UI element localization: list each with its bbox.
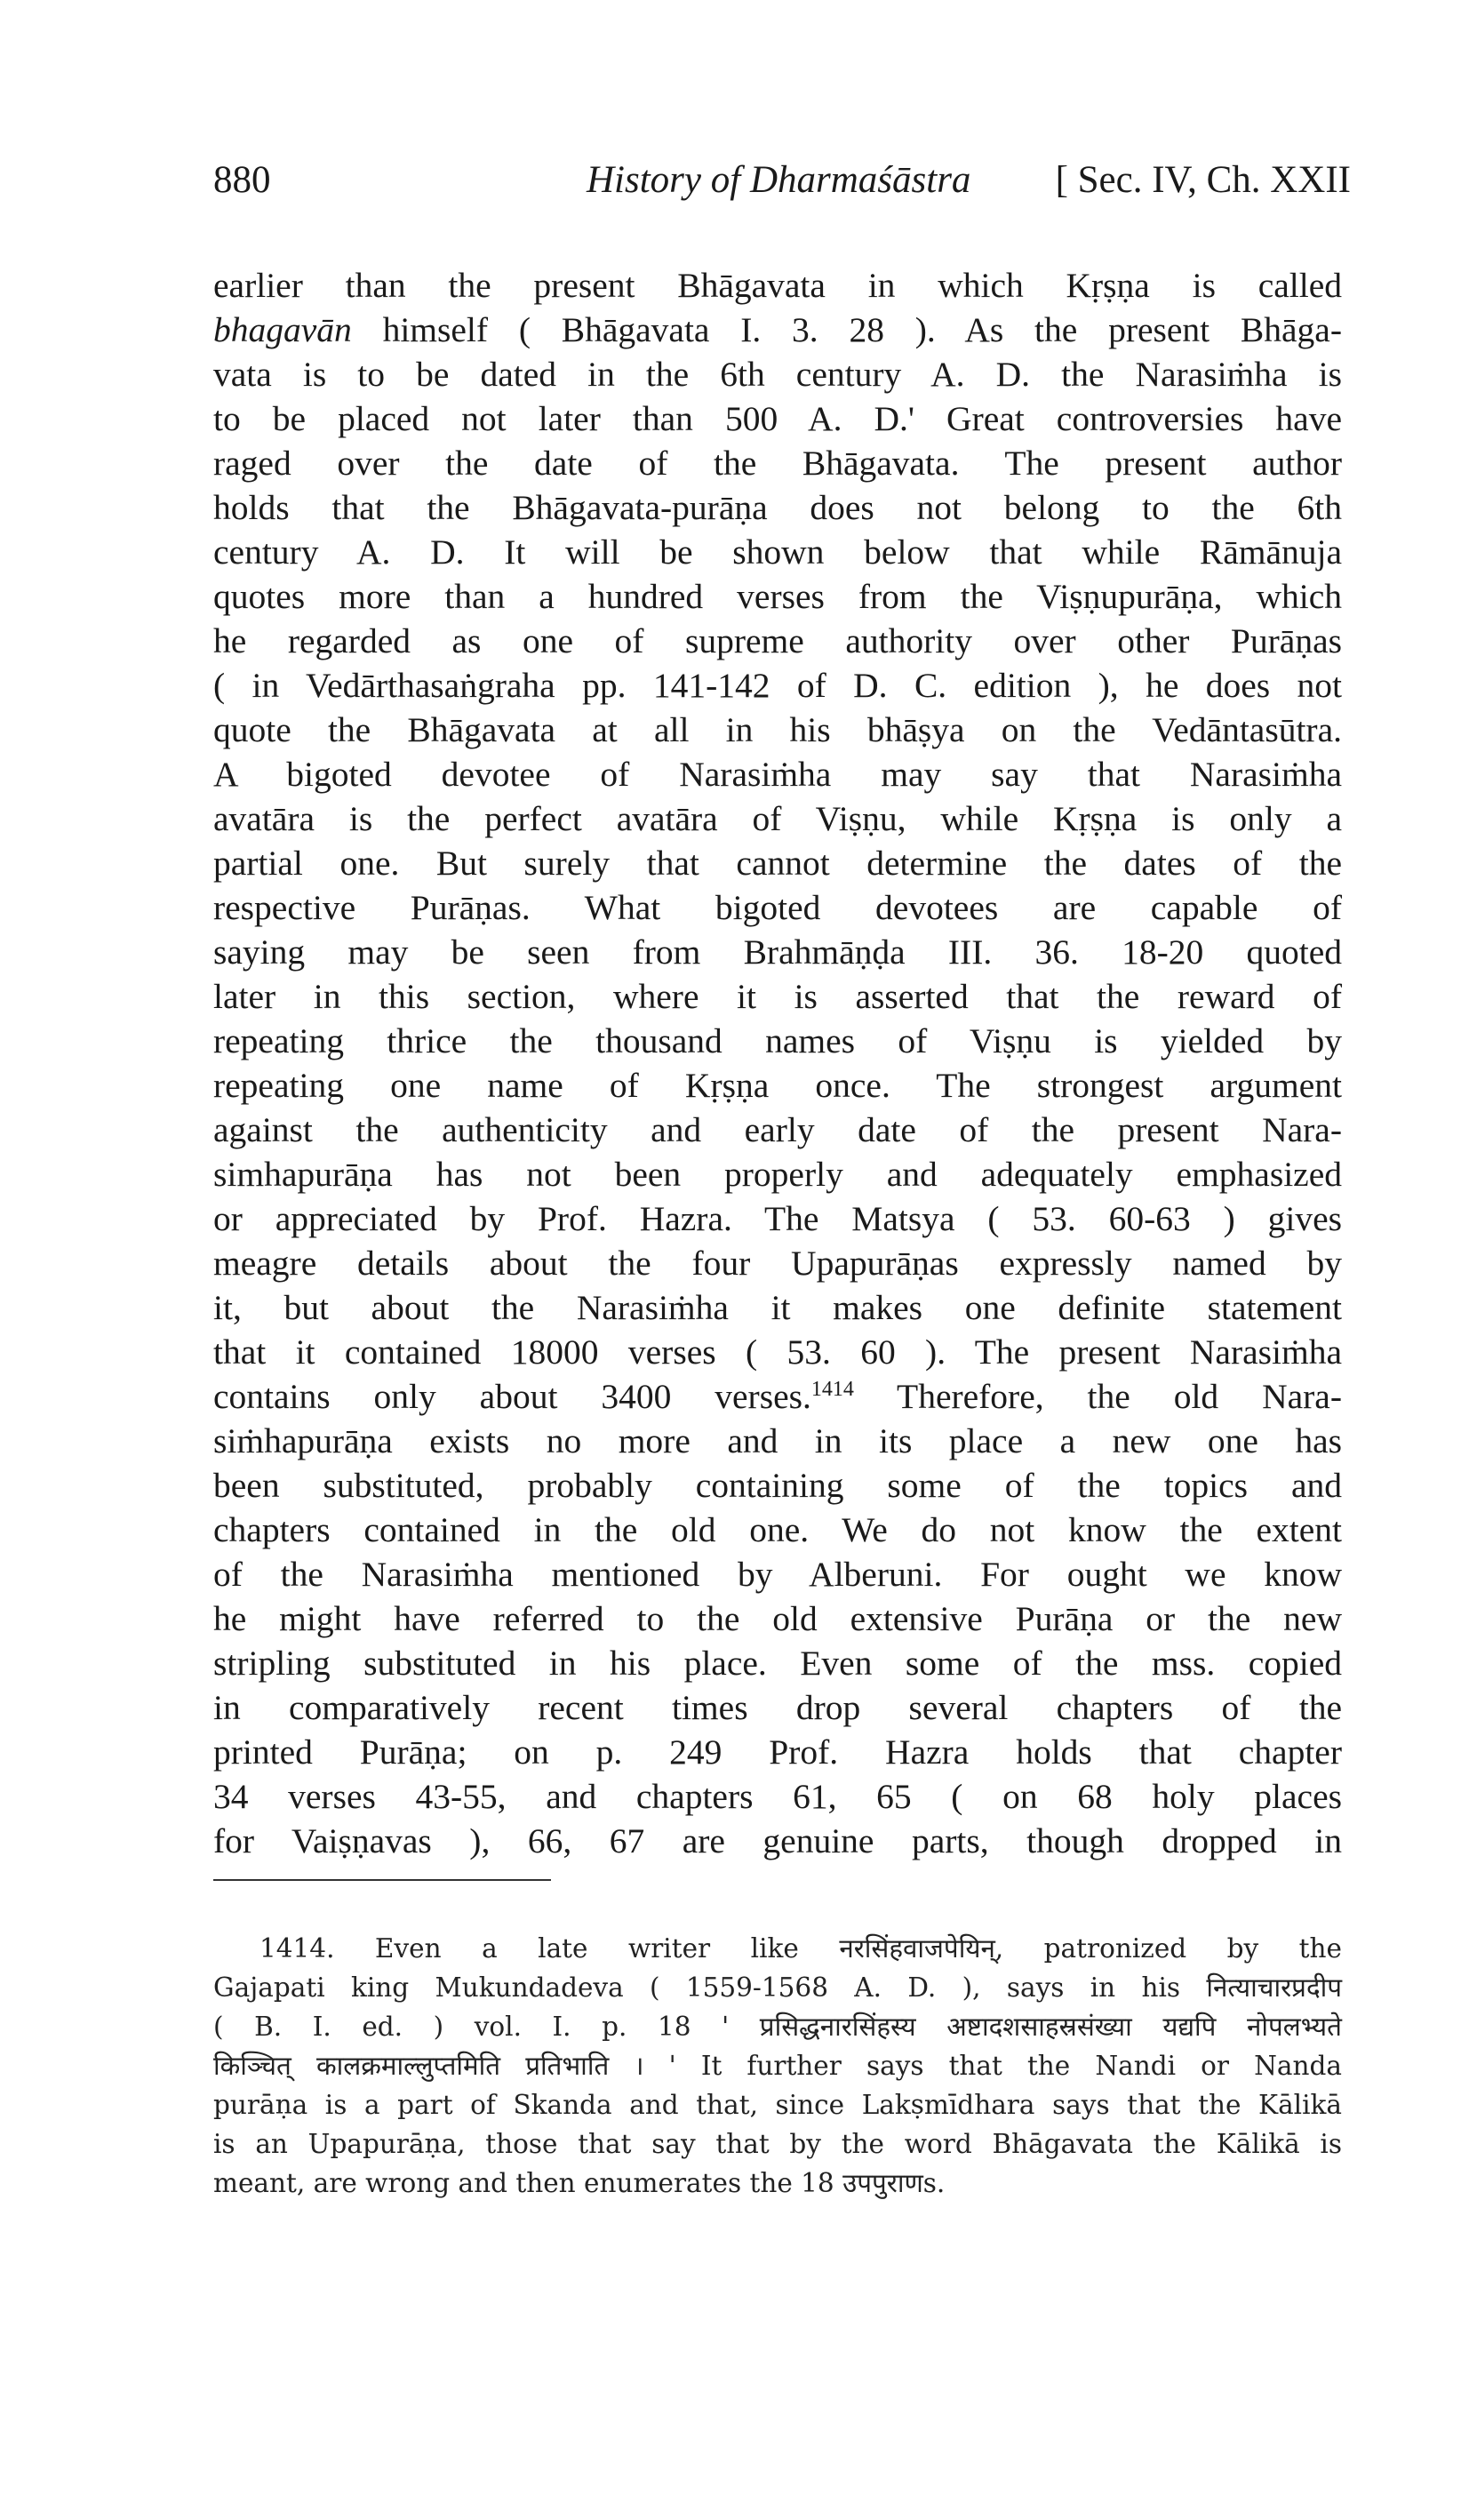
text-line: earlier than the present Bhāgavata in which Kṛṣṇa is called <box>213 266 1342 305</box>
footnote-marker: 1414 <box>810 1377 854 1401</box>
text-line: been substituted, probably containing some of the topics and <box>213 1466 1342 1505</box>
text-line: 34 verses 43-55, and chapters 61, 65 ( on 68 holy places <box>213 1777 1342 1816</box>
text-line: raged over the date of the Bhāgavata. The present author <box>213 444 1342 483</box>
text-line: holds that the Bhāgavata-purāṇa does not belong to the 6th <box>213 488 1342 527</box>
text-line-end: Therefore, the old Nara- <box>853 1377 1342 1416</box>
footnote-line: 1414. Even a late writer like नरसिंहवाजपेयिन्, patronized by the <box>259 1933 1342 1964</box>
text-line: A bigoted devotee of Narasiṁha may say that Narasiṁha <box>213 755 1342 794</box>
text-line: he might have referred to the old extensive Purāṇa or the new <box>213 1599 1342 1638</box>
text-line: repeating one name of Kṛṣṇa once. The strongest argument <box>213 1066 1342 1105</box>
text-line: against the authenticity and early date of the present Nara- <box>213 1110 1342 1149</box>
text-line: or appreciated by Prof. Hazra. The Matsya ( 53. 60-63 ) gives <box>213 1199 1342 1238</box>
text-line: chapters contained in the old one. We do not know the extent <box>213 1510 1342 1549</box>
running-title: History of Dharmaśāstra <box>587 159 971 201</box>
main-text <box>213 263 1342 1863</box>
text-line <box>213 1374 1342 1419</box>
text-line: it, but about the Narasiṁha it makes one definite statement <box>213 1288 1342 1327</box>
text-line: in comparatively recent times drop several chapters of the <box>213 1688 1342 1727</box>
text-line: siṁhapurāṇa exists no more and in its place a new one has <box>213 1421 1342 1460</box>
text-line: vata is to be dated in the 6th century A. D. the Narasiṁha is <box>213 355 1342 394</box>
text-line: avatāra is the perfect avatāra of Viṣṇu, while Kṛṣṇa is only a <box>213 799 1342 838</box>
footnote-line: ( B. I. ed. ) vol. I. p. 18 ' प्रसिद्धनारसिंहस्य अष्टादशसाहस्रसंख्या यद्यपि नोपलभ्यते <box>213 2012 1342 2042</box>
footnote-block <box>213 1929 1342 2203</box>
text-line: quote the Bhāgavata at all in his bhāṣya on the Vedāntasūtra. <box>213 710 1342 749</box>
text-line <box>213 308 1342 352</box>
text-line: later in this section, where it is asserted that the reward of <box>213 977 1342 1016</box>
text-line-start: contains only about 3400 verses. <box>213 1377 811 1416</box>
text-line: respective Purāṇas. What bigoted devotees are capable of <box>213 888 1342 927</box>
footnote-line: is an Upapurāṇa, those that say that by the word Bhāgavata the Kālikā is <box>213 2129 1342 2159</box>
page-number: 880 <box>213 159 271 201</box>
text-line: simhapurāṇa has not been properly and adequately emphasized <box>213 1155 1342 1194</box>
text-line: repeating thrice the thousand names of Viṣṇu is yielded by <box>213 1021 1342 1060</box>
text-line: ( in Vedārthasaṅgraha pp. 141-142 of D. C. edition ), he does not <box>213 666 1342 705</box>
footnote-divider <box>213 1879 551 1881</box>
italic-word: bhagavān <box>213 310 352 349</box>
text-line: quotes more than a hundred verses from the Viṣṇupurāṇa, which <box>213 577 1342 616</box>
text-line: partial one. But surely that cannot determine the dates of the <box>213 844 1342 883</box>
text-line: printed Purāṇa; on p. 249 Prof. Hazra holds that chapter <box>213 1732 1342 1772</box>
text-line: for Vaiṣṇavas ), 66, 67 are genuine parts, though dropped in <box>213 1821 1342 1860</box>
text-line: meagre details about the four Upapurāṇas expressly named by <box>213 1244 1342 1283</box>
footnote-line: किञ्चित् कालक्रमाल्लुप्तमिति प्रतिभाति । ' It further says that the Nandi or Nanda <box>213 2051 1342 2081</box>
text-line: century A. D. It will be shown below that while Rāmānuja <box>213 532 1342 572</box>
text-line: to be placed not later than 500 A. D.' Great controversies have <box>213 399 1342 438</box>
text-line: that it contained 18000 verses ( 53. 60 ). The present Narasiṁha <box>213 1332 1342 1372</box>
footnote-line: Gajapati king Mukundadeva ( 1559-1568 A. D. ), says in his नित्याचारप्रदीप <box>213 1972 1342 2003</box>
text-line-rest: himself ( Bhāgavata I. 3. 28 ). As the present Bhāga- <box>351 310 1342 349</box>
page-header <box>213 158 1351 212</box>
text-line: stripling substituted in his place. Even some of the mss. copied <box>213 1644 1342 1683</box>
text-line: of the Narasiṁha mentioned by Alberuni. For ought we know <box>213 1555 1342 1594</box>
section-reference: [ Sec. IV, Ch. XXII <box>1055 159 1351 201</box>
footnote-line: meant, are wrong and then enumerates the 18 उपपुराणs. <box>213 2168 946 2198</box>
footnote-line: purāṇa is a part of Skanda and that, since Lakṣmīdhara says that the Kālikā <box>213 2090 1342 2120</box>
text-line: he regarded as one of supreme authority over other Purāṇas <box>213 621 1342 660</box>
text-line: saying may be seen from Brahmāṇḍa III. 36. 18-20 quoted <box>213 932 1342 972</box>
